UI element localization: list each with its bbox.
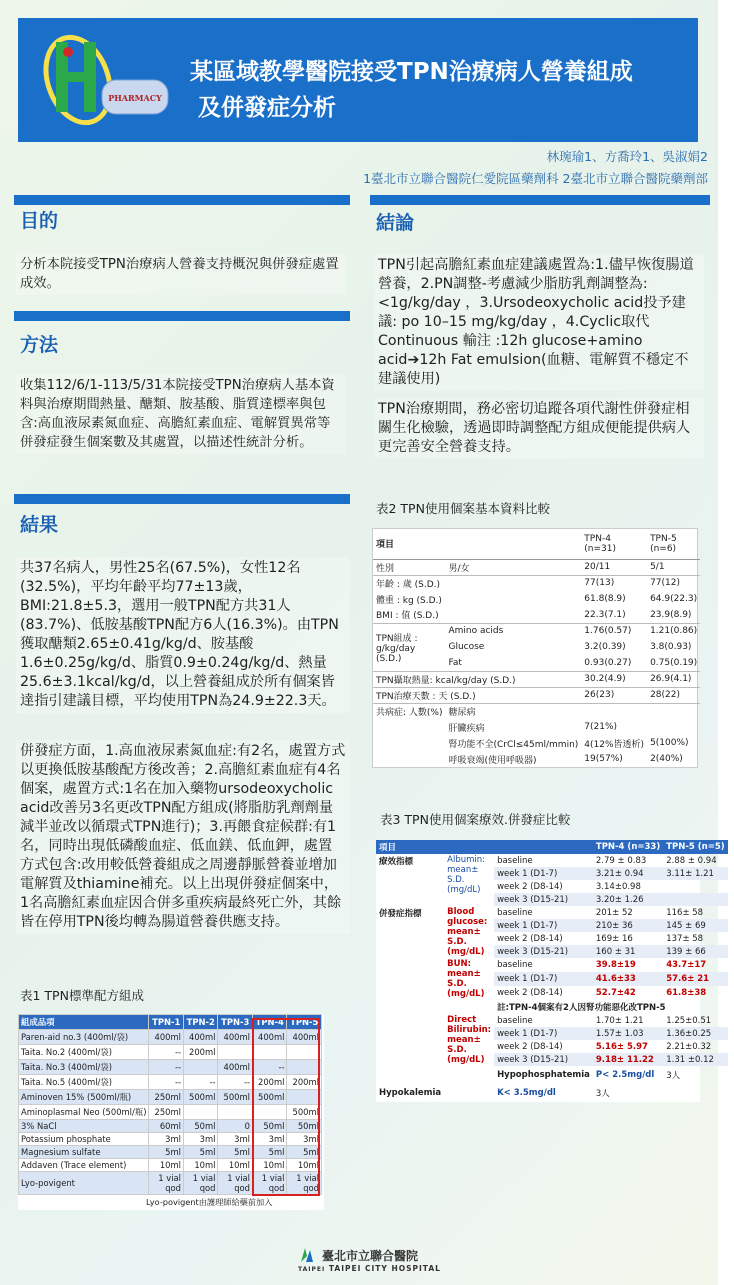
t2-cell: 28(22): [650, 690, 680, 700]
table1-cell: 400ml: [218, 1060, 253, 1075]
table1-header-cell: TPN-1: [149, 1015, 184, 1030]
table1-cell: [252, 1045, 287, 1060]
t2-cell: 61.8(8.9): [584, 594, 626, 604]
table1-cell: [218, 1105, 253, 1120]
table1-cell: 5ml: [252, 1146, 287, 1159]
t2-cell: 64.9(22.3): [650, 594, 698, 604]
table1-cell: 1 vial qod: [287, 1172, 322, 1195]
t2-bmi-label: BMI : 值 (S.D.): [376, 611, 439, 622]
table1-header-cell: TPN-4: [252, 1015, 287, 1030]
t2-cell: 19(57%): [584, 754, 623, 764]
table3-cell: week 2 (D8-14): [497, 881, 563, 892]
table1-cell: 3% NaCl: [19, 1120, 149, 1133]
method-heading: 方法: [20, 334, 59, 356]
table3-cell: 9.18± 11.22: [595, 1054, 654, 1065]
table3-cell: 57.6± 21: [666, 974, 710, 984]
table3-cell: 137± 58: [666, 933, 704, 944]
table1-header-cell: TPN-5: [287, 1015, 322, 1030]
table1-cell: 10ml: [183, 1159, 218, 1172]
table3-cell: baseline: [497, 960, 533, 970]
table1-cell: 1 vial qod: [252, 1172, 287, 1195]
table1-cell: [183, 1105, 218, 1120]
table3-cell: [663, 880, 727, 893]
table1-cell: --: [218, 1075, 253, 1090]
table3-cell: [728, 1066, 734, 1084]
conclusion-bar: [370, 195, 710, 205]
table1-cell: 5ml: [149, 1146, 184, 1159]
table3-cell: baseline: [497, 907, 533, 918]
t2-cell: 26(23): [584, 690, 615, 700]
table1-cell: --: [149, 1045, 184, 1060]
table1-cell: Magnesium sulfate: [19, 1146, 149, 1159]
table2: [372, 528, 698, 768]
t2-cell: 2(40%): [650, 754, 683, 764]
table3-cell: [444, 1000, 494, 1014]
t2-cell: 1.21(0.86): [650, 626, 698, 637]
conclusion-paragraph-1: TPN引起高膽紅素血症建議處置為:1.儘早恢復腸道營養，2.PN調整-考慮減少脂肪乳劑調整為:<1g/kg/day ，3.Ursodeoxycholic acid投予建議: po 10–15 mg/kg/day ，4.Cyclic取代Continuous 輸注 :12h glucose+amino acid➔12h Fat emulsion(血糖、電解質不穩定不建議使用): [374, 254, 704, 391]
t2-cell: 4(12%皆透析): [584, 739, 645, 750]
table3-cell: BUN: mean± S.D. (mg/dL): [444, 958, 494, 1000]
table3-cell: week 3 (D15-21): [497, 894, 569, 905]
table1-cell: 5ml: [287, 1146, 322, 1159]
table1-header-cell: TPN-3: [218, 1015, 253, 1030]
table3-cell: 2.88 ± 0.94: [666, 855, 717, 866]
t2-cell: 1.76(0.57): [584, 626, 632, 637]
t2-cell: 30.2(4.9): [584, 674, 626, 684]
t2-cell: 23.9(8.9): [650, 609, 692, 620]
table3-cell: 169± 16: [595, 933, 633, 944]
table1-row: [19, 1159, 322, 1172]
table1-cell: Potassium phosphate: [19, 1133, 149, 1146]
table1-cell: 400ml: [287, 1030, 322, 1045]
footer-name-zh: 臺北市立聯合醫院: [322, 1248, 419, 1263]
table1-cell: --: [149, 1075, 184, 1090]
table3-cell: 160 ± 31: [595, 946, 636, 957]
table3-cell: 201± 52: [595, 907, 633, 918]
t2-sex-sub: 男/女: [448, 563, 470, 574]
table1-row: [19, 1045, 322, 1060]
table1-cell: 50ml: [183, 1120, 218, 1133]
table1-cell: 5ml: [183, 1146, 218, 1159]
table3-cell: baseline: [497, 1015, 533, 1026]
t2-cell: 5(100%): [650, 738, 689, 748]
table1-cell: 400ml: [149, 1030, 184, 1045]
table1-cell: Taita. No.3 (400ml/袋): [19, 1060, 149, 1075]
results-paragraph-2: 併發症方面，1.高血液尿素氮血症:有2名，處置方式以更換低胺基酸配方後改善；2.高膽紅素血症有4名個案，處置方式:1名在加入藥物ursodeoxycholic acid改善另3名更改TPN配方組成(將脂肪乳劑劑量減半並改以循環式TPN進行)；3.再餵食症候群:有1名，同時出現低磷酸血症、低血鎂、低血鉀，處置方式包含:改用較低營養組成之周邊靜脈營養並增加電解質及thiamine補充。以上出現併發症個案中，1名高膽紅素血症因合併多重疾病最終死亡外，其餘皆在停用TPN後均轉為腸道營養供應支持。: [16, 740, 350, 934]
t2-cell: 20/11: [584, 562, 611, 572]
table3-cell: 3.11± 1.21: [666, 868, 714, 879]
table3-cell: 5.16± 5.97: [595, 1041, 648, 1052]
table3-cell: week 1 (D1-7): [497, 1028, 558, 1039]
t2-h-tpn5: TPN-5 (n=6): [650, 533, 677, 554]
t2-cell: 0.93(0.27): [584, 657, 632, 668]
t2-cell: 77(12): [650, 578, 680, 589]
table1-cell: 50ml: [252, 1120, 287, 1133]
t2-cell: 26.9(4.1): [650, 674, 692, 684]
page-title: [190, 54, 633, 126]
method-bar: [14, 311, 350, 321]
table1-cell: 3ml: [287, 1133, 322, 1146]
table1-cell: 500ml: [252, 1090, 287, 1105]
table1-cell: 250ml: [149, 1090, 184, 1105]
footer-name-en: TAIPEI CITY HOSPITAL: [328, 1264, 441, 1273]
t2-cell: 5/1: [650, 562, 665, 572]
table1-cell: 500ml: [183, 1090, 218, 1105]
table1-cell: Aminoplasmal Neo (500ml/瓶): [19, 1105, 149, 1120]
table1-cell: [183, 1060, 218, 1075]
t2-days-label: TPN治療天數 : 天 (S.D.): [376, 691, 476, 702]
table1-cell: 200ml: [183, 1045, 218, 1060]
table1-cell: 400ml: [218, 1030, 253, 1045]
t2-h-tpn4: TPN-4 (n=31): [584, 533, 617, 554]
hospital-icon: [298, 1246, 316, 1264]
table1-row: [19, 1172, 322, 1195]
table3-row: [376, 1084, 734, 1102]
table1-cell: 250ml: [149, 1105, 184, 1120]
table3-cell: week 3 (D15-21): [497, 1054, 569, 1065]
table3-cell: baseline: [497, 855, 533, 866]
t3-h-tpn4: TPN-4 (n=33): [595, 842, 661, 852]
table1-cell: Taita. No.2 (400ml/袋): [19, 1045, 149, 1060]
table3-cell: week 1 (D1-7): [497, 920, 558, 931]
table1-cell: 200ml: [287, 1075, 322, 1090]
purpose-heading: 目的: [20, 210, 59, 232]
table1-row: [19, 1030, 322, 1045]
table3-cell: 61.8±38: [666, 988, 707, 998]
table1-cell: [252, 1105, 287, 1120]
table3-cell: [444, 1066, 494, 1102]
title-line-2: 及併發症分析: [198, 95, 336, 121]
t2-liver-label: 肝臟疾病: [448, 723, 485, 734]
t2-sex-label: 性別: [376, 563, 395, 574]
author-names: 林琬瑜1、方喬玲1、吳淑娟2: [546, 149, 708, 164]
table3-cell: week 3 (D15-21): [497, 946, 569, 957]
table1-cell: 3ml: [149, 1133, 184, 1146]
t2-weight-label: 體重 : kg (S.D.): [376, 595, 442, 606]
author-block: [363, 146, 708, 190]
purpose-bar: [14, 195, 350, 205]
table1-cell: --: [183, 1075, 218, 1090]
t3-h-item: 項目: [379, 843, 397, 853]
table1-cell: 500ml: [287, 1105, 322, 1120]
pharmacy-logo: [34, 28, 174, 132]
table3-cell: Albumin: mean± S.D.(mg/dL): [444, 854, 494, 906]
footer-logo: [298, 1246, 441, 1273]
table1-cell: 10ml: [252, 1159, 287, 1172]
table1-row: [19, 1090, 322, 1105]
results-paragraph-1: 共37名病人，男性25名(67.5%)，女性12名(32.5%)，平均年齡平均77±13歲，BMI:21.8±5.3，選用一般TPN配方共31人(83.7%)、低胺基酸TPN配方6人(16.3%)。由TPN獲取醣類2.65±0.41g/kg/d、胺基酸1.6±0.25g/kg/d、脂質0.9±0.24g/kg/d、熱量25.6±3.1kcal/kg/d，以上營養組成於所有個案皆達指引建議目標，平均使用TPN為24.9±22.3天。: [16, 557, 350, 713]
t2-comorbid-label: 共病症: 人數(%): [376, 707, 443, 718]
table1-cell: 50ml: [287, 1120, 322, 1133]
table1-cell: 3ml: [183, 1133, 218, 1146]
t2-dm-label: 糖尿病: [448, 707, 476, 718]
t2-kcal-label: TPN攝取熱量: kcal/kg/day (S.D.): [376, 675, 516, 686]
table3-cell: week 1 (D1-7): [497, 868, 558, 879]
table1-caption: 表1 TPN標準配方組成: [20, 988, 144, 1003]
table3-cell: week 2 (D8-14): [497, 933, 563, 944]
table3-cell: 3.20± 1.26: [595, 894, 644, 905]
t2-cell: 77(13): [584, 578, 615, 589]
table1-cell: --: [252, 1060, 287, 1075]
table3-cell: 2.79 ± 0.83: [595, 855, 647, 866]
purpose-text: 分析本院接受TPN治療病人營養支持概況與併發症處置成效。: [16, 253, 346, 295]
title-banner: [18, 18, 698, 142]
table1-cell: Lyo-povigent: [19, 1172, 149, 1195]
table1-cell: [287, 1090, 322, 1105]
table3-cell: 1.70± 1.21: [595, 1015, 644, 1026]
table1-cell: 400ml: [183, 1030, 218, 1045]
t2-h-item: 項目: [376, 540, 395, 551]
t2-cell: 3.8(0.93): [650, 642, 692, 652]
table1-cell: [287, 1060, 322, 1075]
table3: [376, 840, 725, 1102]
results-heading: 結果: [20, 514, 59, 536]
results-bar: [14, 494, 350, 504]
t2-cell: 7(21%): [584, 722, 618, 732]
table1-header-row: [19, 1015, 322, 1030]
table1-cell: 1 vial qod: [218, 1172, 253, 1195]
table1-row: [19, 1120, 322, 1133]
table1-cell: 0: [218, 1120, 253, 1133]
t2-resp-label: 呼吸衰竭(使用呼吸器): [448, 755, 537, 766]
table3-cell: 52.7±42: [595, 988, 636, 998]
table1-cell: 10ml: [287, 1159, 322, 1172]
table1-cell: 60ml: [149, 1120, 184, 1133]
table3-cell: 3人: [666, 1071, 681, 1081]
table3-cell: 註:TPN-4個案有2人因腎功能惡化改TPN-5: [497, 1003, 666, 1013]
table1-cell: 400ml: [252, 1030, 287, 1045]
table1-cell: --: [149, 1060, 184, 1075]
table1-row: [19, 1060, 322, 1075]
table3-cell: 1.36±0.25: [666, 1028, 712, 1039]
table3-cell: 139 ± 66: [666, 946, 706, 957]
table3-cell: 210± 36: [595, 920, 633, 931]
table1-row: [19, 1105, 322, 1120]
table1: [18, 1014, 324, 1210]
table1-cell: [287, 1045, 322, 1060]
t2-cell: 0.75(0.19): [650, 657, 698, 668]
t2-comp-label: TPN組成 : g/kg/day (S.D.): [376, 633, 418, 664]
table3-caption: 表3 TPN使用個案療效.併發症比較: [380, 812, 571, 827]
table3-cell: 3.21± 0.94: [595, 868, 644, 879]
conclusion-heading: 結論: [376, 212, 415, 234]
table1-cell: 200ml: [252, 1075, 287, 1090]
table3-cell: K< 3.5mg/dl: [497, 1088, 556, 1098]
table1-cell: 10ml: [149, 1159, 184, 1172]
t2-cell: 22.3(7.1): [584, 609, 626, 620]
footer-logo-small: TAIPEI: [298, 1266, 326, 1273]
conclusion-paragraph-2: TPN治療期間，務必密切追蹤各項代謝性併發症相關生化檢驗，透過即時調整配方組成便能提供病人更完善安全營養支持。: [374, 398, 704, 459]
table3-cell: [663, 893, 727, 906]
table1-cell: 500ml: [218, 1090, 253, 1105]
method-text: 收集112/6/1-113/5/31本院接受TPN治療病人基本資料與治療期間熱量、醣類、胺基酸、脂質達標率與包含:高血液尿素氮血症、高膽紅素血症、電解質異常等併發症發生個案數及其處置，以描述性統計分析。: [16, 374, 346, 454]
table1-row: [19, 1146, 322, 1159]
table1-row: [19, 1075, 322, 1090]
table3-cell: 1.25±0.51: [666, 1015, 712, 1026]
table3-cell: [663, 1084, 727, 1102]
table1-cell: 10ml: [218, 1159, 253, 1172]
table1-cell: 1 vial qod: [183, 1172, 218, 1195]
logo-text: PHARMACY: [108, 93, 162, 103]
table3-cell: week 2 (D8-14): [497, 988, 563, 998]
table3-cell: 145 ± 69: [666, 920, 706, 931]
table1-cell: Paren-aid no.3 (400ml/袋): [19, 1030, 149, 1045]
table3-cell: P< 2.5mg/dl: [595, 1070, 655, 1080]
table1-cell: 3ml: [252, 1133, 287, 1146]
table3-row: [376, 906, 734, 919]
table1-row: [19, 1133, 322, 1146]
t2-renal-label: 腎功能不全(CrCl≤45ml/mmin): [448, 739, 579, 750]
table1-header-cell: TPN-2: [183, 1015, 218, 1030]
t2-cell: 3.2(0.39): [584, 642, 626, 652]
table1-cell: Taita. No.5 (400ml/袋): [19, 1075, 149, 1090]
table3-cell: 39.8±19: [595, 960, 636, 970]
table3-cell: 併發症指標: [376, 906, 444, 1084]
table3-cell: 3.14±0.98: [595, 881, 641, 892]
table3-cell: Blood glucose: mean± S.D. (mg/dL): [444, 906, 494, 958]
table3-cell: Hypophosphatemia: [497, 1070, 590, 1080]
table3-cell: 43.7±17: [666, 960, 707, 970]
t2-fat-label: Fat: [448, 657, 462, 668]
author-affiliations: 1臺北市立聯合醫院仁愛院區藥劑科 2臺北市立聯合醫院藥劑部: [363, 171, 708, 186]
table3-cell: 41.6±33: [595, 974, 636, 984]
table1-cell: Addaven (Trace element): [19, 1159, 149, 1172]
table1-note: Lyo-povigent由護理師給藥前加入: [146, 1197, 273, 1207]
table1-cell: [218, 1045, 253, 1060]
table3-cell: 116± 58: [666, 907, 704, 918]
table3-cell: week 1 (D1-7): [497, 974, 558, 984]
table3-cell: 療效指標: [376, 854, 444, 906]
table3-cell: week 2 (D8-14): [497, 1041, 563, 1052]
table3-row: [376, 854, 734, 867]
table1-cell: 5ml: [218, 1146, 253, 1159]
t3-h-tpn5: TPN-5 (n=5): [666, 842, 725, 852]
table3-cell: 3人: [595, 1089, 610, 1099]
table3-cell: 1.31 ±0.12: [666, 1054, 714, 1065]
table1-cell: Aminoven 15% (500ml/瓶): [19, 1090, 149, 1105]
table1-cell: 1 vial qod: [149, 1172, 184, 1195]
table3-cell: Direct Bilirubin: mean± S.D. (mg/dL): [444, 1014, 494, 1066]
table3-cell: Hypokalemia: [379, 1088, 442, 1098]
table1-header-cell: 組成品項: [19, 1015, 149, 1030]
table2-caption: 表2 TPN使用個案基本資料比較: [376, 501, 550, 516]
t2-aa-label: Amino acids: [448, 626, 504, 637]
table3-cell: 2.21±0.32: [666, 1041, 712, 1052]
t2-glu-label: Glucose: [448, 642, 485, 652]
title-line-1: 某區域教學醫院接受TPN治療病人營養組成: [190, 59, 633, 85]
table3-cell: 1.57± 1.03: [595, 1028, 644, 1039]
table1-cell: 3ml: [218, 1133, 253, 1146]
t2-age-label: 年齡 : 歲 (S.D.): [376, 579, 441, 590]
